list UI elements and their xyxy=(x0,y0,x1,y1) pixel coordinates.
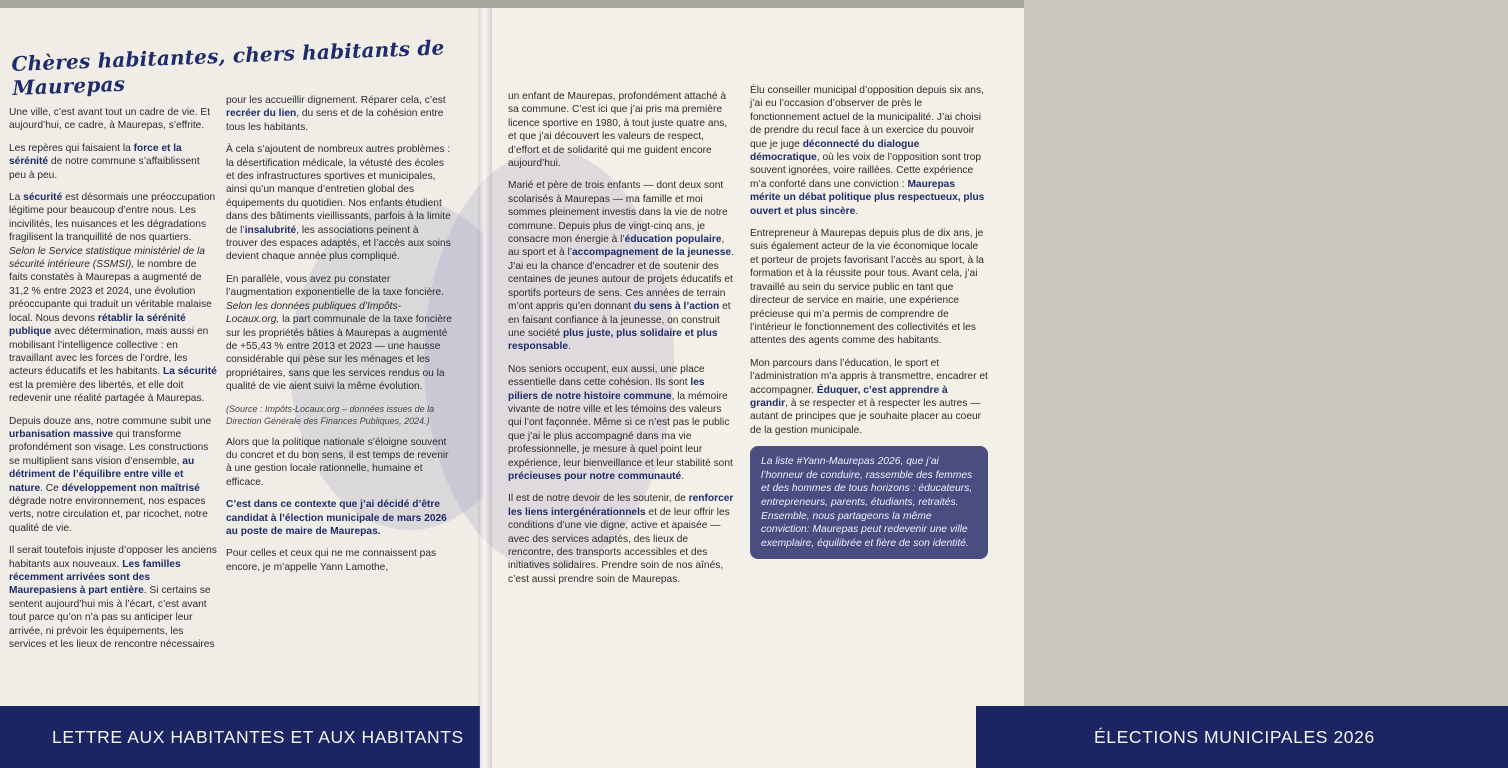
bold-text: précieuses pour notre communauté xyxy=(508,470,682,482)
text: Une ville, c’est avant tout un cadre de vie. Et aujourd’hui, ce cadre, à Maurepas, s’effrite. xyxy=(9,107,211,132)
bold-text: urbanisation massive xyxy=(9,428,114,440)
text: la part communale de la taxe foncière sur les propriétés bâties à Maurepas a augmenté de +55,43 % entre 2013 et 2023 — une hausse considérable qui pèse sur les ménages et les propriétaires, sans que les services rendus ou la qualité de vie aient suivi la même évolution. xyxy=(226,314,452,393)
text: . xyxy=(568,341,571,353)
bold-text: Les familles récemment arrivées sont des Maurepasiens à part entière xyxy=(9,558,181,597)
text: Élu conseiller municipal d’opposition depuis six ans, j’ai eu l’occasion d’observer de près le fonctionnement actuel de la municipalité. J’ai choisi de prendre du recul face à un exercice du pouvoir que je juge xyxy=(750,85,984,150)
bold-text: force et la sérénité xyxy=(9,142,182,168)
text: qui transforme profondément son visage. Les constructions se multiplient sans vision d’ensemble, xyxy=(9,428,209,467)
text: . Si certains se sentent aujourd’hui mis à l’écart, c’est avant tout parce qu’on n’a pas su anticiper leur arrivée, ni prévoir les équipements, les services et les lieux de rencontre nécessaires xyxy=(9,585,215,651)
text: de notre commune s’affaiblissent peu à peu. xyxy=(9,156,200,181)
text: . J’ai eu la chance d’encadrer et de soutenir des centaines de jeunes autour de projets éducatifs et sportifs porteurs de sens. Ces années de terrain m’ont appris qu’en donnant xyxy=(508,247,734,313)
text: . xyxy=(681,470,685,482)
bold-text: les piliers de notre histoire commune xyxy=(508,377,705,402)
bold-text: du sens à l’action xyxy=(633,301,720,313)
text: Il est de notre devoir de les soutenir, de xyxy=(508,493,689,505)
paragraph xyxy=(9,544,217,651)
text-column-4 xyxy=(750,84,988,559)
bold-text: La sécurité xyxy=(163,366,217,378)
text: À cela s’ajoutent de nombreux autres problèmes : la désertification médicale, la vétusté des écoles et des infrastructures sportives et municipales, ainsi qu’un manque d’entretien global des équipements du quotidien. Nos enfants étudient dans des bâtiments vieillissants, parfois à la limite de l’ xyxy=(226,144,451,236)
text: En parallèle, vous avez pu constater l’augmentation exponentielle de la taxe foncière. xyxy=(226,273,445,299)
text: Depuis douze ans, notre commune subit une xyxy=(9,415,212,427)
text: Mon parcours dans l’éducation, le sport et l’administration m’a appris à transmettre, encadrer et accompagner. xyxy=(750,357,988,396)
text: est désormais une préoccupation légitime pour beaucoup d’entre nous. Les incivilités, les nuisances et les dégradations fragilisent la tranquillité de nos quartiers. xyxy=(9,192,216,244)
paragraph xyxy=(508,492,734,586)
text: La xyxy=(9,192,24,204)
paragraph xyxy=(226,273,452,394)
text: pour les accueillir dignement. Réparer cela, c’est xyxy=(226,95,446,106)
paragraph xyxy=(226,94,452,134)
page-fold xyxy=(478,0,492,768)
bold-text: accompagnement de la jeunesse xyxy=(572,247,732,259)
italic-text: Selon le Service statistique ministériel de la sécurité intérieure (SSMSI), xyxy=(9,245,205,271)
text: Il serait toutefois injuste d’opposer les anciens habitants aux nouveaux. xyxy=(9,545,217,570)
text: , où les voix de l’opposition sont trop souvent ignorées, voire raillées. Cette expérience m’a conforté dans une conviction : xyxy=(750,152,982,190)
italic-text: Selon les données publiques d’Impôts-Locaux.org, xyxy=(226,300,401,326)
text: Entrepreneur à Maurepas depuis plus de dix ans, je suis également acteur de la vie économique locale et porteur de projets favorisant l’accès au sport, à la formation et à la réussite pour tous. Avant cela, j’ai travaillé au sein du service public en tant que directeur de service en mairie, une expérience précieuse qui m’a permis de comprendre de l’intérieur le fonctionnement des collectivités et les attentes des agents comme des habitants. xyxy=(750,228,984,347)
bold-text: développement non maîtrisé xyxy=(61,482,200,494)
bold-text: Maurepas mérite un débat politique plus respectueux, plus ouvert et plus sincère xyxy=(750,178,985,217)
paragraph xyxy=(750,84,988,218)
right-page xyxy=(484,0,1375,768)
text: Alors que la politique nationale s’éloigne souvent du concret et du bon sens, il est temps de revenir à une gestion locale rationnelle, humaine et efficace. xyxy=(226,436,449,488)
paragraph xyxy=(508,179,734,353)
bold-text: recréer du lien xyxy=(226,108,297,120)
bold-text: éducation populaire xyxy=(624,234,722,246)
paragraph xyxy=(226,403,452,427)
text: Nos seniors occupent, eux aussi, une place essentielle dans cette cohésion. Ils sont xyxy=(508,363,705,389)
text: , les associations peinent à trouver des espaces adaptés, et l’accès aux soins devient chaque année plus compliqué. xyxy=(226,224,451,263)
paragraph xyxy=(9,415,217,536)
bold-text: rétablir la sérénité publique xyxy=(9,312,186,338)
text: . xyxy=(855,205,859,217)
text: . Ce xyxy=(40,482,62,494)
paragraph xyxy=(508,363,734,484)
footer-right-banner xyxy=(976,706,1508,768)
text: Les repères qui faisaient la xyxy=(9,142,134,154)
left-page xyxy=(0,0,484,768)
campaign-list-callout: La liste #Yann-Maurepas 2026, que j’ai l’honneur de conduire, rassemble des femmes et des hommes de tous horizons : éducateurs, entrepreneurs, parents, étudiants, retraités. Ensemble, nous partageons la même conviction: Maurepas peut redevenir une ville exemplaire, équilibrée et fière de son identité. xyxy=(750,446,988,559)
bold-text: Éduquer, c’est apprendre à grandir xyxy=(750,384,948,409)
text: et en faisant confiance à la jeunesse, on construit une société xyxy=(508,301,731,339)
footer-right-title: ÉLECTIONS MUNICIPALES 2026 xyxy=(1094,726,1375,747)
bold-text: au détriment de l’équilibre entre ville et nature xyxy=(9,455,195,494)
text: , au sport et à l’ xyxy=(508,234,725,259)
top-edge xyxy=(0,0,1024,8)
footer-left-title: LETTRE AUX HABITANTES ET AUX HABITANTS xyxy=(52,726,464,747)
paragraph xyxy=(750,227,988,348)
text: , la mémoire vivante de notre ville et les témoins des valeurs qui l’ont façonnée. Même si ce n’est pas le public que j’ai le plus accompagné dans ma vie professionnelle, je mesure à quel point leur expérience, leur bienveillance et leur stabilité sont xyxy=(508,390,733,469)
text: Marié et père de trois enfants — dont deux sont scolarisés à Maurepas — ma famille et moi sommes pleinement investis dans la vie de notre commune. Depuis plus de vingt-cinq ans, je consacre mon énergie à l’ xyxy=(508,180,728,246)
bold-text: insalubrité xyxy=(244,224,297,236)
text-column-1 xyxy=(9,106,217,660)
text: et de leur offrir les conditions d’une vie digne, active et apaisée — avec des services adaptés, des lieux de rencontre, des transports accessibles et des initiatives solidaires. Prendre soin de nos aînés, c’est aussi prendre soin de Maurepas. xyxy=(508,506,730,585)
paragraph xyxy=(9,191,217,406)
text: (Source : Impôts-Locaux.org – données issues de la Direction Générale des Finances Publiques, 2024.) xyxy=(226,403,435,426)
text: C’est dans ce contexte que j’ai décidé d’être candidat à l’élection municipale de mars 2026 au poste de maire de Maurepas. xyxy=(226,499,447,537)
paragraph xyxy=(226,547,452,574)
paragraph xyxy=(508,90,734,170)
bold-text: sécurité xyxy=(23,192,63,204)
text: le nombre de faits constatés à Maurepas a augmenté de 31,2 % entre 2023 et 2024, une évolution préoccupante qui traduit un véritable malaise local. Nous devons xyxy=(9,259,212,324)
text-column-2 xyxy=(226,94,452,583)
text: un enfant de Maurepas, profondément attaché à sa commune. C’est ici que j’ai pris ma première licence sportive en 1980, à tout juste quatre ans, et que j’ai découvert les valeurs de respect, d’effort et de solidarité qui me guident encore aujourd’hui. xyxy=(508,91,728,170)
bold-text: renforcer les liens intergénérationnels xyxy=(508,493,734,518)
bold-text: déconnecté du dialogue démocratique xyxy=(750,138,920,164)
text: , du sens et de la cohésion entre tous les habitants. xyxy=(226,108,444,133)
bold-text: plus juste, plus solidaire et plus responsable xyxy=(508,327,718,353)
paragraph xyxy=(9,106,217,133)
paragraph xyxy=(226,498,452,538)
letter-headline: Chères habitantes, chers habitants de Maurepas xyxy=(11,35,445,100)
text: Pour celles et ceux qui ne me connaissent pas encore, je m’appelle Yann Lamothe, xyxy=(226,548,437,573)
text: avec détermination, mais aussi en mobilisant l’intelligence collective : en travaillant avec les forces de l’ordre, les acteurs éducatifs et les habitants. xyxy=(9,326,209,378)
paragraph xyxy=(226,143,452,264)
paragraph xyxy=(9,142,217,182)
paragraph xyxy=(750,357,988,437)
text-column-3 xyxy=(508,90,734,595)
text: est la première des libertés, et elle doit redevenir une réalité partagée à Maurepas. xyxy=(9,379,205,405)
footer-left-banner xyxy=(0,706,480,768)
text: , à se respecter et à respecter les autres — autant de principes que je souhaite placer au coeur de la gestion municipale. xyxy=(750,397,982,436)
paragraph xyxy=(226,436,452,490)
text: dégrade notre environnement, nos espaces verts, notre circulation et, par ricochet, notre qualité de vie. xyxy=(9,495,208,534)
